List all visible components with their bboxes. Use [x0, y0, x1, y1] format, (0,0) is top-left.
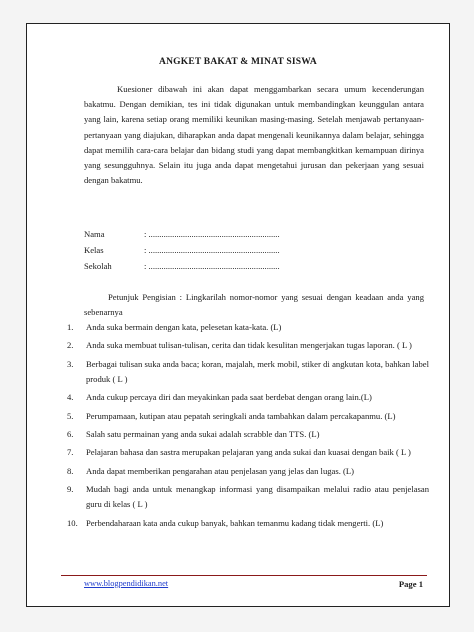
- item-text: Perbendaharaan kata anda cukup banyak, bahkan temanmu kadang tidak mengerti. (L): [86, 517, 384, 528]
- list-item[interactable]: [67, 390, 429, 405]
- item-text: Mudah bagi anda untuk menangkap informasi yang disampaikan melalui radio atau penjelasan guru di kelas ( L ): [86, 484, 429, 510]
- item-number: 8.: [67, 465, 74, 476]
- item-text: Anda dapat memberikan pengarahan atau penjelasan yang jelas dan lugas. (L): [86, 465, 354, 476]
- field-blank: : .............................................................: [144, 229, 280, 239]
- intro-paragraph: [84, 82, 424, 188]
- document-page: [26, 23, 450, 607]
- list-item[interactable]: [67, 320, 429, 335]
- question-list: [67, 320, 429, 534]
- document-title: ANGKET BAKAT & MINAT SISWA: [159, 57, 317, 67]
- field-blank: : .............................................................: [144, 245, 280, 255]
- footer-website-link[interactable]: www.blogpendidikan.net: [84, 579, 169, 588]
- instructions-paragraph: [84, 290, 424, 320]
- list-item[interactable]: [67, 445, 429, 460]
- item-number: 10.: [67, 517, 78, 528]
- field-label: Kelas: [84, 245, 104, 255]
- item-number: 5.: [67, 410, 74, 421]
- item-text: Anda suka membuat tulisan-tulisan, cerita dan tidak kesulitan mengerjakan tugas laporan. ( L ): [86, 340, 412, 351]
- item-number: 4.: [67, 392, 74, 403]
- list-item[interactable]: [67, 482, 429, 512]
- list-item[interactable]: [67, 409, 429, 424]
- item-text: Anda suka bermain dengan kata, pelesetan kata-kata. (L): [86, 322, 282, 332]
- item-number: 9.: [67, 484, 74, 495]
- item-text: Berbagai tulisan suka anda baca; koran, majalah, merk mobil, stiker di angkutan kota, bahkan label produk ( L ): [86, 358, 429, 384]
- list-item[interactable]: [67, 427, 429, 442]
- item-text: Perumpamaan, kutipan atau pepatah seringkali anda tambahkan dalam percakapanmu. (L): [86, 410, 396, 421]
- field-blank: : .............................................................: [144, 261, 280, 271]
- field-label: Sekolah: [84, 261, 112, 271]
- list-item[interactable]: [67, 516, 429, 531]
- list-item[interactable]: [67, 357, 429, 387]
- item-text: Pelajaran bahasa dan sastra merupakan pelajaran yang anda sukai dan kuasai dengan baik ( L ): [86, 447, 411, 458]
- footer-divider: [61, 575, 427, 576]
- intro-text: Kuesioner dibawah ini akan dapat menggambarkan secara umum kecenderungan bakatmu. Dengan demikian, tes ini tidak digunakan untuk membandingkan keunggulan antara yang lain, karena setiap orang memiliki keunikan masing-masing. Setelah menjawab pertanyaan-pertanyaan yang diajukan, diharapkan anda dapat mengenali keunikannya dalam belajar, sehingga dapat memilih cara-cara belajar dan bidang studi yang dapat membangkitkan kemampuan dirinya yang sesungguhnya. Selain itu juga anda dapat mengetahui jurusan dan pekerjaan yang sesuai dengan bakatmu.: [84, 84, 424, 186]
- item-number: 3.: [67, 358, 74, 369]
- list-item[interactable]: [67, 338, 429, 353]
- item-number: 7.: [67, 447, 74, 458]
- item-text: Anda cukup percaya diri dan meyakinkan pada saat berdebat dengan orang lain.(L): [86, 392, 372, 403]
- item-text: Salah satu permainan yang anda sukai adalah scrabble dan TTS. (L): [86, 428, 320, 439]
- page-number: Page 1: [398, 579, 423, 589]
- instructions-text: Petunjuk Pengisian : Lingkarilah nomor-nomor yang sesuai dengan keadaan anda yang sebenarnya: [84, 292, 424, 317]
- field-label: Nama: [84, 229, 105, 239]
- list-item[interactable]: [67, 464, 429, 479]
- item-number: 1.: [67, 322, 74, 332]
- item-number: 6.: [67, 428, 74, 439]
- item-number: 2.: [67, 340, 74, 351]
